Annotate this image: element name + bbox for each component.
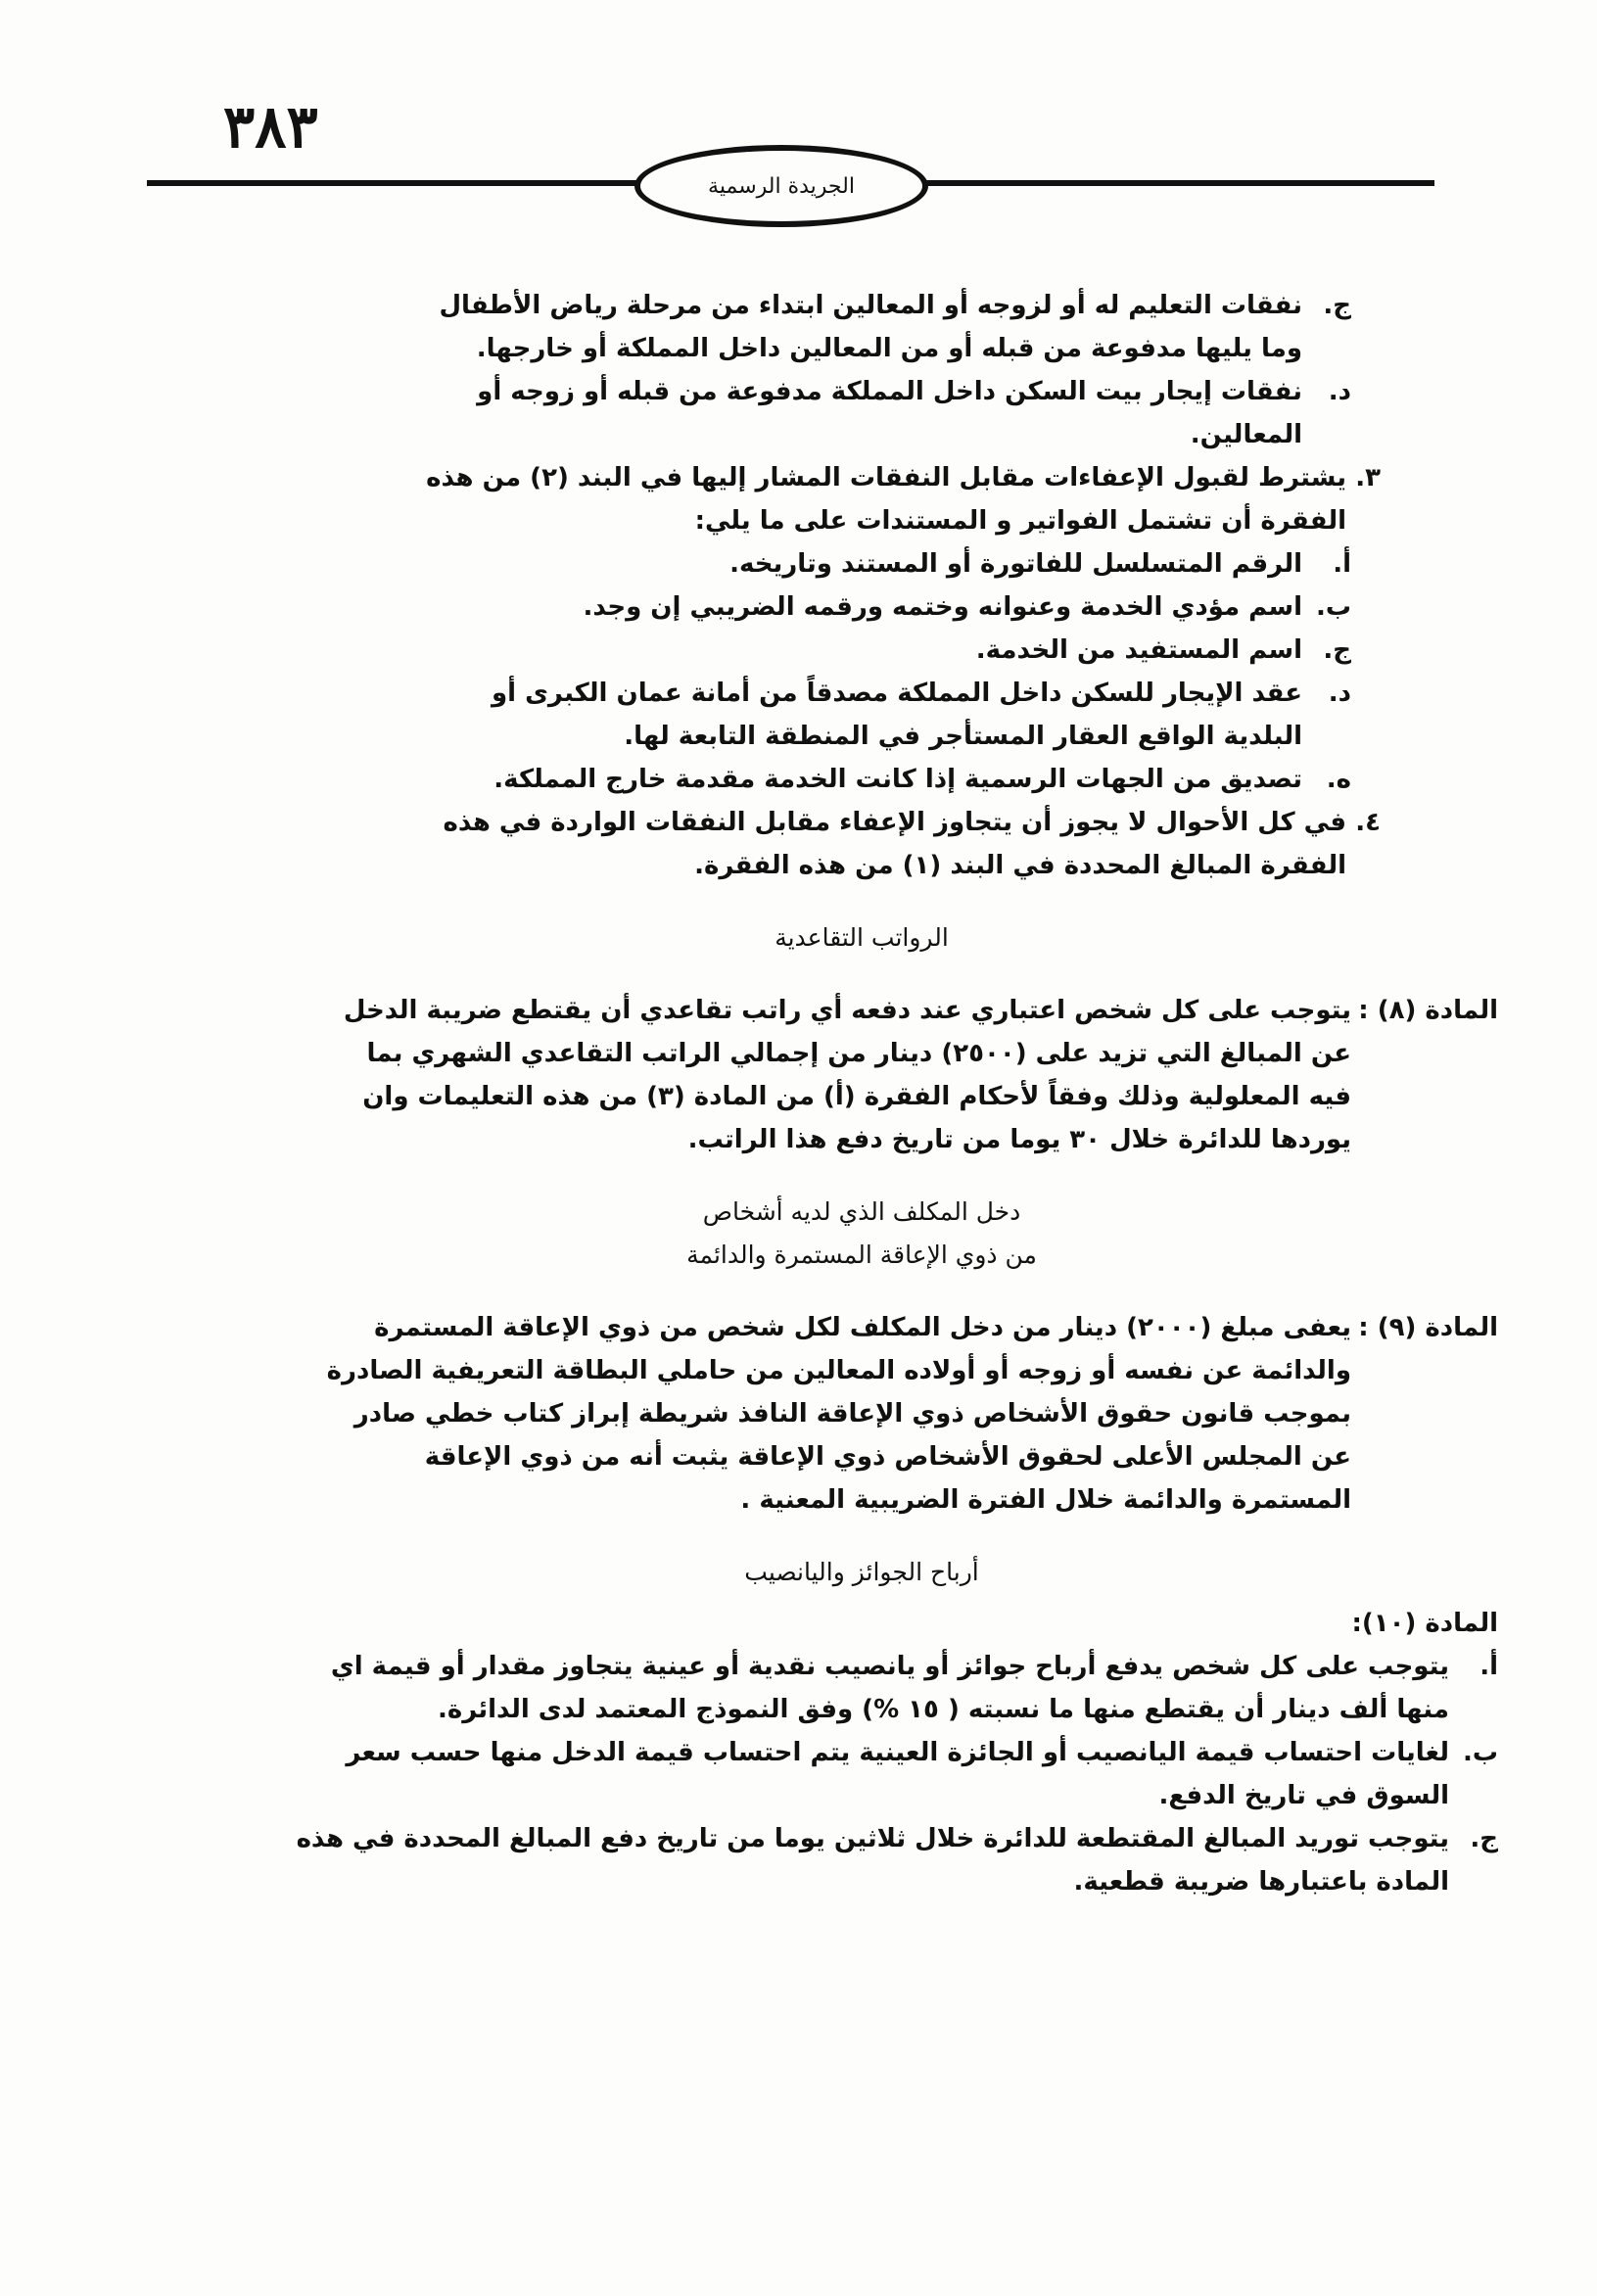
sub-item [215,542,1351,586]
item-text [477,370,1302,456]
text-line: تصديق من الجهات الرسمية إذا كانت الخدمة مقدمة خارج المملكة. [493,765,1302,794]
article-label: المادة (٩) : [1358,1313,1498,1342]
item-marker: ب. [1315,592,1351,622]
item-text [976,629,1302,672]
list-item [215,456,1381,542]
item-marker: د. [1328,377,1351,406]
text-line: البلدية الواقع العقار المستأجر في المنطقة التابعة لها. [624,722,1302,751]
item-marker: ٣. [1355,463,1381,492]
text-line: يتوجب توريد المبالغ المقتطعة للدائرة خلال ثلاثين يوما من تاريخ دفع المبالغ المحددة في هذه [296,1824,1449,1853]
item-text [493,758,1302,801]
text-line: نفقات إيجار بيت السكن داخل المملكة مدفوعة من قبله أو زوجه أو [477,377,1302,406]
text-line: الفقرة المبالغ المحددة في البند (١) من هذه الفقرة. [694,851,1346,880]
text-line: عن المجلس الأعلى لحقوق الأشخاص ذوي الإعاقة يثبت أنه من ذوي الإعاقة [424,1442,1351,1472]
item-marker: ٤. [1355,808,1381,837]
item-marker: أ. [1333,549,1351,579]
section-heading-prizes: أرباح الجوائز واليانصيب [744,1558,979,1586]
item-marker: ه. [1326,765,1351,794]
list-item [215,801,1381,887]
text-line: المستمرة والدائمة خلال الفترة الضريبية المعنية . [740,1485,1351,1515]
item-marker: ج. [1470,1824,1498,1853]
article-text [327,1306,1351,1522]
text-line: عن المبالغ التي تزيد على (٢٥٠٠) دينار من إجمالي الراتب التقاعدي الشهري بما [366,1039,1351,1068]
text-line: بموجب قانون حقوق الأشخاص ذوي الإعاقة النافذ شريطة إبراز كتاب خطي صادر [353,1399,1351,1429]
text-line: الرقم المتسلسل للفاتورة أو المستند وتاريخه. [729,549,1302,579]
text-line: وما يليها مدفوعة من قبله أو من المعالين داخل المملكة أو خارجها. [476,334,1302,363]
item-marker: ج. [1323,291,1351,320]
text-line: الفقرة أن تشتمل الفواتير و المستندات على ما يلي: [694,506,1346,536]
text-line: المعالين. [1190,420,1302,449]
header-title: الجريدة الرسمية [708,173,855,199]
text-line: والدائمة عن نفسه أو زوجه أو أولاده المعالين من حاملي البطاقة التعريفية الصادرة [326,1356,1351,1385]
text-line: يوردها للدائرة خلال ٣٠ يوما من تاريخ دفع هذا الراتب. [687,1125,1351,1154]
item-text [297,1817,1449,1903]
list-item [215,1645,1498,1731]
header-oval [634,145,928,227]
item-text [492,672,1302,758]
item-text [443,801,1346,887]
section-heading-pensions: الرواتب التقاعدية [775,923,949,952]
item-text [729,542,1302,586]
article-text [344,989,1351,1161]
sub-item [215,629,1351,672]
item-text [440,284,1303,370]
text-line: يعفى مبلغ (٢٠٠٠) دينار من دخل المكلف لكل شخص من ذوي الإعاقة المستمرة [374,1313,1351,1342]
item-text [426,456,1346,542]
article-10 [215,1602,1498,1903]
list-item [215,284,1351,370]
page-number: ٣٨٣ [223,93,318,162]
text-line: لغايات احتساب قيمة اليانصيب أو الجائزة العينية يتم احتساب قيمة الدخل منها حسب سعر [346,1738,1449,1767]
item-marker: ب. [1462,1738,1498,1767]
heading-line: دخل المكلف الذي لديه أشخاص [702,1197,1021,1226]
section-heading-disability [215,1191,1508,1277]
text-line: نفقات التعليم له أو لزوجه أو المعالين ابتداء من مرحلة رياض الأطفال [439,291,1302,320]
item-marker: ج. [1323,635,1351,665]
item-marker: أ. [1480,1652,1498,1681]
item-text [331,1645,1449,1731]
text-line: يتوجب على كل شخص اعتباري عند دفعه أي راتب تقاعدي أن يقتطع ضريبة الدخل [343,996,1351,1025]
sub-item [215,672,1351,758]
heading-line: من ذوي الإعاقة المستمرة والدائمة [686,1241,1037,1269]
item-text [346,1731,1449,1817]
article-label: المادة (٨) : [1358,996,1498,1025]
text-line: المادة باعتبارها ضريبة قطعية. [1073,1867,1449,1897]
text-line: يشترط لقبول الإعفاءات مقابل النفقات المشار إليها في البند (٢) من هذه [426,463,1346,492]
article-8 [215,989,1498,1161]
item-marker: د. [1328,679,1351,708]
item-text [583,586,1302,629]
text-line: اسم مؤدي الخدمة وعنوانه وختمه ورقمه الضريبي إن وجد. [583,592,1302,622]
article-9 [215,1306,1498,1522]
sub-item [215,758,1351,801]
text-line: السوق في تاريخ الدفع. [1158,1781,1449,1810]
document-body [215,284,1498,1903]
list-item [215,1817,1498,1903]
sub-item [215,586,1351,629]
article-label: المادة (١٠): [1351,1609,1498,1638]
text-line: فيه المعلولية وذلك وفقاً لأحكام الفقرة (أ) من المادة (٣) من هذه التعليمات وان [362,1082,1351,1111]
text-line: عقد الإيجار للسكن داخل المملكة مصدقاً من أمانة عمان الكبرى أو [491,679,1302,708]
text-line: يتوجب على كل شخص يدفع أرباح جوائز أو يانصيب نقدية أو عينية يتجاوز مقدار أو قيمة اي [330,1652,1449,1681]
list-item [215,370,1351,456]
text-line: في كل الأحوال لا يجوز أن يتجاوز الإعفاء مقابل النفقات الواردة في هذه [443,808,1346,837]
text-line: اسم المستفيد من الخدمة. [975,635,1302,665]
list-item [215,1731,1498,1817]
text-line: منها ألف دينار أن يقتطع منها ما نسبته ( ١٥ %) وفق النموذج المعتمد لدى الدائرة. [437,1695,1449,1724]
